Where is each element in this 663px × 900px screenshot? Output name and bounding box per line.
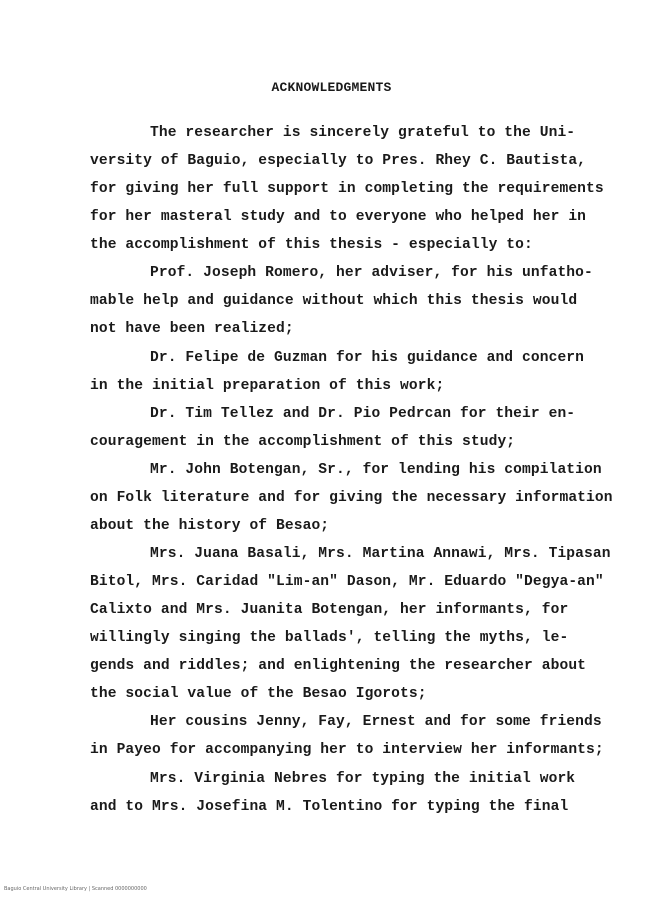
text-line: in Payeo for accompanying her to interview her informants; (90, 742, 604, 758)
text-line: in the initial preparation of this work; (90, 378, 445, 394)
text-line: about the history of Besao; (90, 518, 330, 534)
text-line: Her cousins Jenny, Fay, Ernest and for some friends (150, 714, 602, 730)
text-line: Bitol, Mrs. Caridad "Lim-an" Dason, Mr. Eduardo "Degya-an" (90, 574, 604, 590)
text-line: not have been realized; (90, 321, 294, 337)
text-line: the social value of the Besao Igorots; (90, 686, 427, 702)
text-line: gends and riddles; and enlightening the researcher about (90, 658, 587, 674)
text-line: Mrs. Virginia Nebres for typing the initial work (150, 771, 576, 787)
text-line: Dr. Tim Tellez and Dr. Pio Pedrcan for their en- (150, 406, 576, 422)
scan-footer: Baguio Central University Library | Scanned 0000000000 (4, 886, 147, 892)
text-line: for her masteral study and to everyone who helped her in (90, 209, 587, 225)
text-line: willingly singing the ballads', telling the myths, le- (90, 630, 569, 646)
text-line: the accomplishment of this thesis - especially to: (90, 237, 533, 253)
text-line: Prof. Joseph Romero, her adviser, for his unfatho- (150, 265, 593, 281)
text-line: Mr. John Botengan, Sr., for lending his compilation (150, 462, 602, 478)
page-title: ACKNOWLEDGMENTS (271, 80, 392, 95)
text-line: for giving her full support in completing the requirements (90, 181, 604, 197)
text-line: and to Mrs. Josefina M. Tolentino for typing the final (90, 799, 569, 815)
text-line: Calixto and Mrs. Juanita Botengan, her informants, for (90, 602, 569, 618)
text-line: Dr. Felipe de Guzman for his guidance and concern (150, 350, 585, 366)
text-line: The researcher is sincerely grateful to the Uni- (150, 125, 576, 141)
text-line: on Folk literature and for giving the necessary information (90, 490, 613, 506)
text-line: versity of Baguio, especially to Pres. Rhey C. Bautista, (90, 153, 587, 169)
text-line: couragement in the accomplishment of this study; (90, 434, 516, 450)
text-line: Mrs. Juana Basali, Mrs. Martina Annawi, Mrs. Tipasan (150, 546, 611, 562)
text-line: mable help and guidance without which this thesis would (90, 293, 578, 309)
